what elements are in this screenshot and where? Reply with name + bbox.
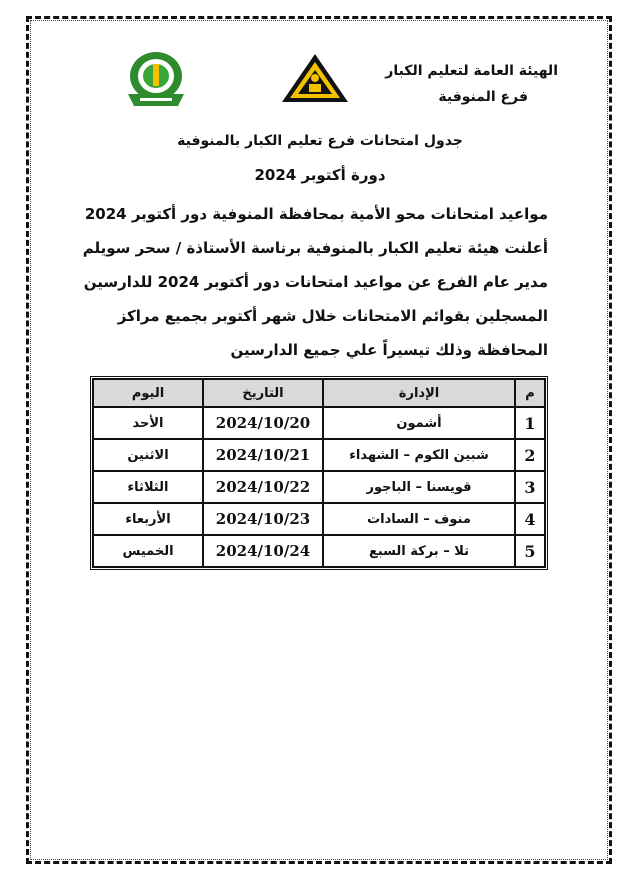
row-number: 5: [515, 535, 545, 567]
table-row: [93, 471, 545, 503]
administration-cell: تلا – بركة السبع: [323, 535, 515, 567]
paragraph-line: المسجلين بقوائم الامتحانات خلال شهر أكتوبر بجميع مراكز: [117, 307, 548, 325]
row-number: 4: [515, 503, 545, 535]
date-cell: 2024/10/20: [203, 407, 323, 439]
table-row: [93, 439, 545, 471]
administration-cell: أشمون: [323, 407, 515, 439]
branch-name: فرع المنوفية: [438, 89, 528, 105]
table-row: [93, 407, 545, 439]
session-title: دورة أكتوبر 2024: [254, 166, 386, 184]
date-cell: 2024/10/22: [203, 471, 323, 503]
column-header-day: اليوم: [93, 379, 203, 407]
round-emblem-logo-icon: [120, 50, 192, 112]
exam-schedule-table: [90, 376, 548, 570]
document-title: جدول امتحانات فرع تعليم الكبار بالمنوفية: [177, 133, 463, 149]
row-number: 3: [515, 471, 545, 503]
administration-cell: شبين الكوم – الشهداء: [323, 439, 515, 471]
column-header-administration: الإدارة: [323, 379, 515, 407]
row-number: 2: [515, 439, 545, 471]
table-header-row: [93, 379, 545, 407]
date-cell: 2024/10/23: [203, 503, 323, 535]
table-row: [93, 535, 545, 567]
day-cell: الثلاثاء: [93, 471, 203, 503]
date-cell: 2024/10/24: [203, 535, 323, 567]
day-cell: الخميس: [93, 535, 203, 567]
organization-name: الهيئة العامة لتعليم الكبار: [385, 63, 558, 79]
administration-cell: قويسنا – الباجور: [323, 471, 515, 503]
day-cell: الاثنين: [93, 439, 203, 471]
paragraph-line: مواعيد امتحانات محو الأمية بمحافظة المنوفية دور أكتوبر 2024: [84, 205, 548, 223]
day-cell: الأربعاء: [93, 503, 203, 535]
pyramid-logo-icon: [280, 52, 350, 104]
column-header-number: م: [515, 379, 545, 407]
paragraph-line: المحافظة وذلك تيسيراً علي جميع الدارسين: [230, 341, 548, 359]
table-row: [93, 503, 545, 535]
date-cell: 2024/10/21: [203, 439, 323, 471]
paragraph-line: أعلنت هيئة تعليم الكبار بالمنوفية برناسة الأستاذة / سحر سويلم: [82, 239, 548, 257]
column-header-date: التاريخ: [203, 379, 323, 407]
administration-cell: منوف – السادات: [323, 503, 515, 535]
day-cell: الأحد: [93, 407, 203, 439]
organization-header: [385, 58, 558, 110]
paragraph-line: مدير عام الفرع عن مواعيد امتحانات دور أكتوبر 2024 للدارسين: [83, 273, 548, 291]
row-number: 1: [515, 407, 545, 439]
announcement-paragraph: [82, 197, 548, 367]
